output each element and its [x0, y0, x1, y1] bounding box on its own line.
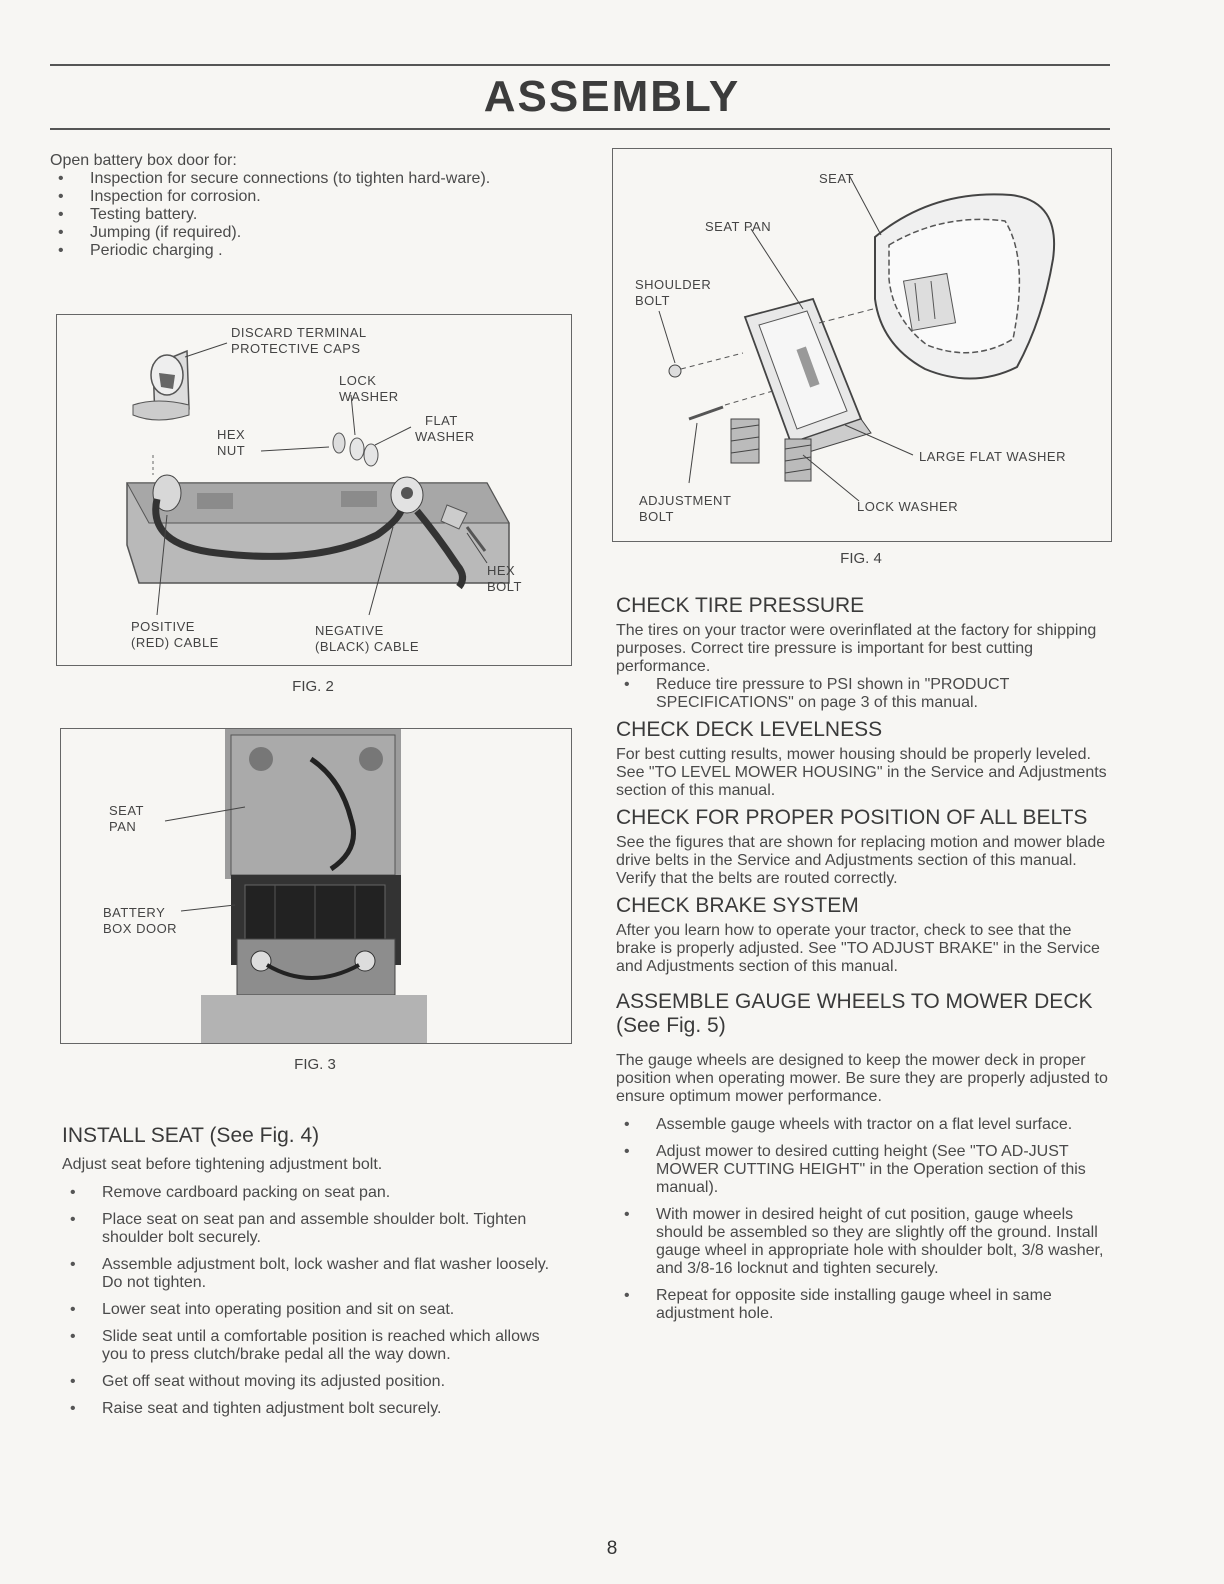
battery-section: [50, 152, 570, 260]
label-lock-2: WASHER: [339, 389, 399, 404]
label-shoulder-1: SHOULDER: [635, 277, 712, 292]
gauge-list-item: • Adjust mower to desired cutting height (See "TO AD-JUST MOWER CUTTING HEIGHT" in the Operation section of this manual).: [616, 1143, 1112, 1197]
label-flat-1: FLAT: [425, 413, 458, 428]
install-seat-list-item: • Place seat on seat pan and assemble shoulder bolt. Tighten shoulder bolt securely.: [62, 1211, 568, 1247]
gauge-list-item: • Assemble gauge wheels with tractor on a flat level surface.: [616, 1116, 1112, 1134]
battery-list-item: • Testing battery.: [50, 206, 570, 224]
label-shoulder-2: BOLT: [635, 293, 670, 308]
tire-body: The tires on your tractor were overinflated at the factory for shipping purposes. Correct tire pressure is important for best cutting performance.: [616, 622, 1097, 675]
battery-list-item: • Periodic charging .: [50, 242, 570, 260]
install-seat-list-item: • Lower seat into operating position and sit on seat.: [62, 1301, 568, 1319]
label-hexnut-2: NUT: [217, 443, 246, 458]
install-seat-intro: Adjust seat before tightening adjustment bolt.: [62, 1156, 383, 1173]
install-seat-heading: INSTALL SEAT (See Fig. 4): [62, 1124, 320, 1147]
label-negative-1: NEGATIVE: [315, 623, 384, 638]
install-seat-list-item: • Assemble adjustment bolt, lock washer and flat washer loosely. Do not tighten.: [62, 1256, 568, 1292]
battery-list: [50, 170, 570, 260]
gauge-body: The gauge wheels are designed to keep the mower deck in proper position when operating mower. Be sure they are properly adjusted to ensure optimum mower performance.: [616, 1052, 1108, 1105]
tire-list: [616, 676, 1112, 712]
top-rule: [50, 64, 1110, 66]
label-seat-pan: SEAT PAN: [705, 219, 772, 234]
battery-intro: Open battery box door for:: [50, 152, 237, 169]
label-adjust-1: ADJUSTMENT: [639, 493, 732, 508]
figure-2: [56, 314, 572, 666]
label-seat: SEAT: [819, 171, 854, 186]
figure-3: [60, 728, 572, 1044]
battery-list-item: • Jumping (if required).: [50, 224, 570, 242]
seat-pan-photo: [61, 729, 571, 1043]
label-discard-1: DISCARD TERMINAL: [231, 325, 367, 340]
deck-body: For best cutting results, mower housing should be properly leveled. See "TO LEVEL MOWER HOUSING" in the Service and Adjustments section of this manual.: [616, 746, 1107, 799]
deck-heading: CHECK DECK LEVELNESS: [616, 718, 883, 741]
gauge-list-item: • Repeat for opposite side installing gauge wheel in same adjustment hole.: [616, 1287, 1112, 1323]
tire-heading: CHECK TIRE PRESSURE: [616, 594, 865, 617]
label-hexbolt-2: BOLT: [487, 579, 522, 594]
install-seat-list-item: • Raise seat and tighten adjustment bolt securely.: [62, 1400, 568, 1418]
install-seat-list-item: • Get off seat without moving its adjusted position.: [62, 1373, 568, 1391]
install-seat-list-item: • Slide seat until a comfortable position is reached which allows you to press clutch/brake pedal all the way down.: [62, 1328, 568, 1364]
battery-illustration: [57, 315, 571, 665]
page-number: 8: [606, 1538, 618, 1559]
tire-list-item: • Reduce tire pressure to PSI shown in "PRODUCT SPECIFICATIONS" on page 3 of this manual.: [616, 676, 1112, 712]
figure-2-caption: FIG. 2: [292, 678, 334, 695]
label-hexnut-1: HEX: [217, 427, 246, 442]
battery-list-item: • Inspection for secure connections (to tighten hard-ware).: [50, 170, 570, 188]
label-discard-2: PROTECTIVE CAPS: [231, 341, 361, 356]
gauge-list-item: • With mower in desired height of cut position, gauge wheels should be assembled so they are slightly off the ground. Install gauge wheel in appropriate hole with shoulder bolt, 3/8 washer, and 3/8-16 locknut and tighten securely.: [616, 1206, 1112, 1278]
right-column: [616, 594, 1112, 1332]
install-seat-list: [62, 1184, 568, 1418]
figure-3-caption: FIG. 3: [294, 1056, 336, 1073]
brake-heading: CHECK BRAKE SYSTEM: [616, 894, 859, 917]
brake-body: After you learn how to operate your tractor, check to see that the brake is properly adjusted. See "TO ADJUST BRAKE" in the Service and Adjustments section of this manual.: [616, 922, 1100, 975]
label-hexbolt-1: HEX: [487, 563, 516, 578]
label-lock-1: LOCK: [339, 373, 377, 388]
seat-assembly-illustration: [613, 149, 1111, 541]
figure-4: [612, 148, 1112, 542]
gauge-heading: ASSEMBLE GAUGE WHEELS TO MOWER DECK (See Fig. 5): [616, 990, 1093, 1037]
label-negative-2: (BLACK) CABLE: [315, 639, 420, 654]
label-positive-1: POSITIVE: [131, 619, 195, 634]
title-rule: [50, 128, 1110, 130]
label-seat-1: SEAT: [109, 803, 144, 818]
label-seat-2: PAN: [109, 819, 137, 834]
label-flat-2: WASHER: [415, 429, 475, 444]
label-lock-washer: LOCK WASHER: [857, 499, 959, 514]
belts-body: See the figures that are shown for replacing motion and mower blade drive belts in the Service and Adjustments section of this manual. Verify that the belts are routed correctly.: [616, 834, 1106, 887]
install-seat-section: [62, 1124, 568, 1427]
install-seat-list-item: • Remove cardboard packing on seat pan.: [62, 1184, 568, 1202]
gauge-list: [616, 1116, 1112, 1323]
label-positive-2: (RED) CABLE: [131, 635, 219, 650]
label-box-1: BATTERY: [103, 905, 166, 920]
label-large-flat-washer: LARGE FLAT WASHER: [919, 449, 1066, 464]
page-title: ASSEMBLY: [483, 72, 741, 121]
battery-list-item: • Inspection for corrosion.: [50, 188, 570, 206]
figure-4-caption: FIG. 4: [840, 550, 882, 567]
label-box-2: BOX DOOR: [103, 921, 178, 936]
label-adjust-2: BOLT: [639, 509, 674, 524]
belts-heading: CHECK FOR PROPER POSITION OF ALL BELTS: [616, 806, 1088, 829]
